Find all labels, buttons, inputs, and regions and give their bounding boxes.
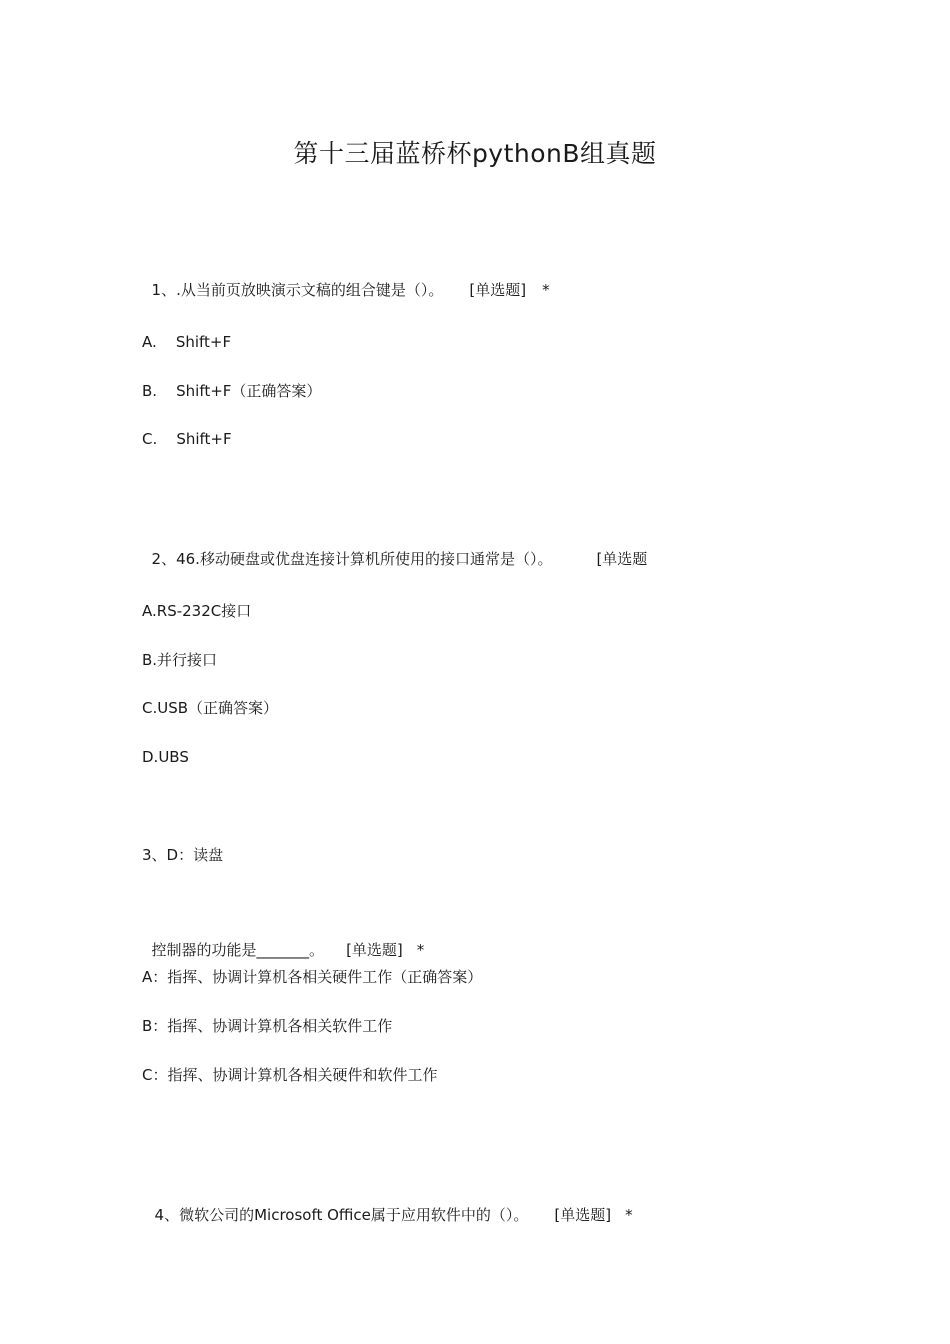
question-3-option-a[interactable]: A：指挥、协调计算机各相关硬件工作（正确答案） [142,968,483,986]
question-1-stem: 1、.从当前页放映演示文稿的组合键是（）。 [151,281,444,299]
question-1-required-mark: * [542,281,550,299]
question-4 [145,1182,633,1226]
question-2-option-a[interactable]: A.RS-232C接口 [142,602,252,620]
question-2-option-c[interactable]: C.USB（正确答案） [142,699,279,717]
question-1-option-c[interactable]: C. Shift+F [142,430,232,448]
document-title: 第十三届蓝桥杯pythonB组真题 [293,139,657,168]
question-2 [142,526,647,570]
question-4-required-mark: * [625,1206,633,1224]
question-2-tag: [单选题 [596,550,648,568]
question-1-option-a[interactable]: A. Shift+F [142,333,232,351]
question-4-stem: 4、微软公司的Microsoft Office属于应用软件中的（）。 [154,1206,529,1224]
question-3-stem: 3、D：读盘 [142,846,224,864]
question-2-stem: 2、46.移动硬盘或优盘连接计算机所使用的接口通常是（）。 [151,550,553,568]
question-2-option-d[interactable]: D.UBS [142,748,189,766]
question-3-option-c[interactable]: C：指挥、协调计算机各相关硬件和软件工作 [142,1066,438,1084]
question-2-option-b[interactable]: B.并行接口 [142,651,218,669]
question-1 [142,257,550,301]
question-3 [142,917,424,961]
question-3-tag: [单选题] [346,941,403,959]
question-3-stem-2: 控制器的功能是_______。 [151,941,325,959]
question-1-tag: [单选题] [469,281,527,299]
question-1-option-b[interactable]: B. Shift+F（正确答案） [142,382,322,400]
question-4-tag: [单选题] [554,1206,612,1224]
question-3-option-b[interactable]: B：指挥、协调计算机各相关软件工作 [142,1017,393,1035]
question-3-required-mark: * [416,941,425,959]
